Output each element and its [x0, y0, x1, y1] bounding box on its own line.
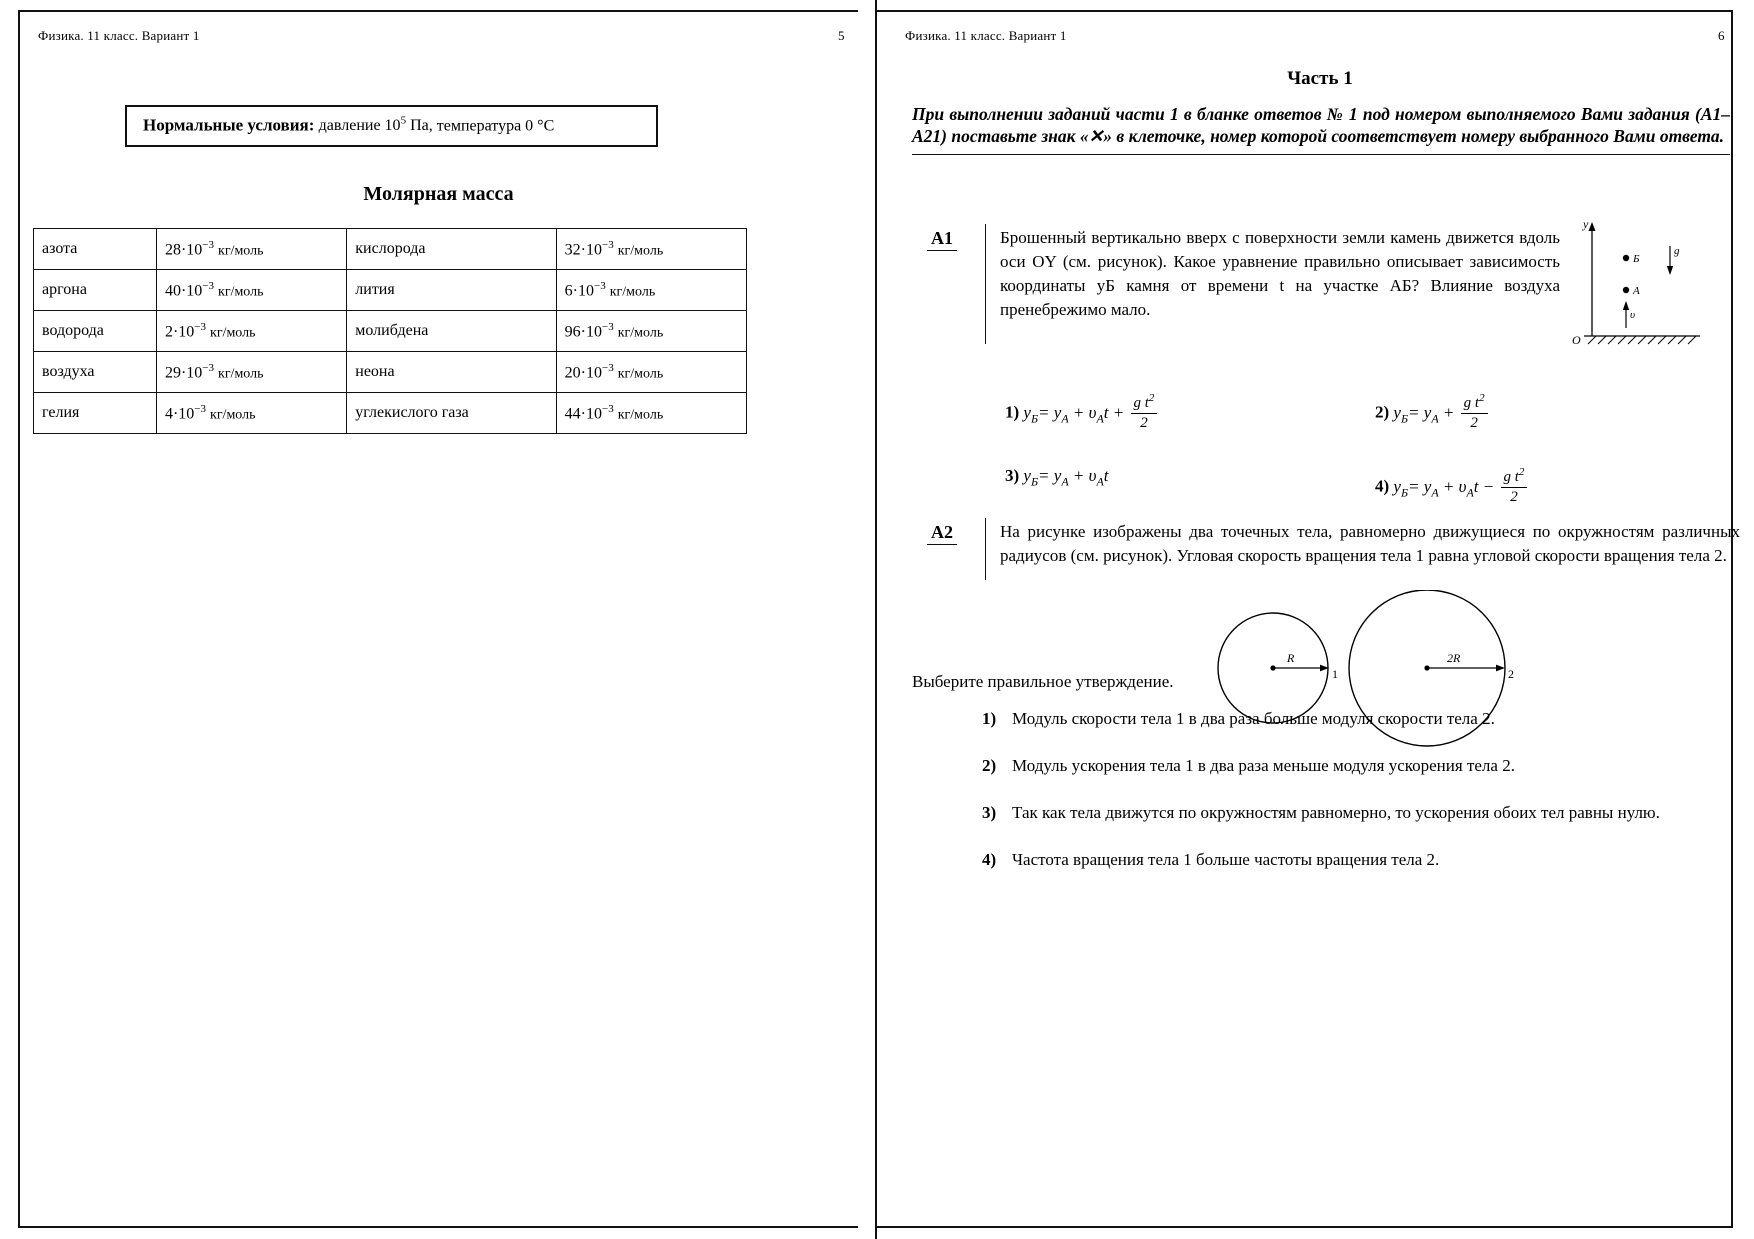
a1-option-3-number: 3)	[1005, 466, 1020, 485]
a2-option-3[interactable]	[982, 802, 1730, 824]
a1-option-1-formula: $y_Б= y_A + \upsilon_At$ + $\frac{g t^2}{2}$	[1023, 403, 1159, 422]
part-title: Часть 1	[1287, 68, 1353, 89]
a1-option-3-formula: $y_Б= y_A + \upsilon_At$	[1023, 466, 1109, 489]
substance-value: $6\cdot 10^{-3}$ кг/моль	[556, 270, 746, 311]
a1-figure	[1570, 218, 1710, 348]
normal-conditions-temperature: температура 0 °C	[436, 117, 555, 135]
a1-option-4-formula: $y_Б= y_A + \upsilon_At$ − $\frac{g t^2}{2}$	[1393, 477, 1529, 496]
substance-name: углекислого газа	[347, 393, 556, 434]
a1-option-4[interactable]	[1375, 466, 1529, 506]
substance-name: водорода	[34, 311, 157, 352]
a1-option-1-number: 1)	[1005, 402, 1020, 422]
a1-option-2-formula: $y_Б= y_A$ + $\frac{g t^2}{2}$	[1393, 403, 1489, 422]
fraction: $\frac{g t^2}{2}$	[1461, 392, 1488, 432]
a1-option-4-number: 4)	[1375, 476, 1390, 496]
substance-value: $29\cdot 10^{-3}$ кг/моль	[156, 352, 346, 393]
a1-rule	[985, 224, 986, 344]
substance-value: $4\cdot 10^{-3}$ кг/моль	[156, 393, 346, 434]
a2-option-2-text: Модуль ускорения тела 1 в два раза меньше модуля ускорения тела 2.	[1012, 756, 1515, 775]
a1-option-2-number: 2)	[1375, 402, 1390, 422]
svg-text:A: A	[1633, 285, 1640, 297]
a1-option-2[interactable]	[1375, 392, 1490, 432]
substance-name: аргона	[34, 270, 157, 311]
svg-text:R: R	[1287, 651, 1295, 665]
question-text-a1: Брошенный вертикально вверх с поверхности земли камень движется вдоль оси OY (см. рисунок). Какое уравнение правильно описывает зависимость координаты yБ камня от времени t на участке АБ? Влияние воздуха пренебрежимо мало.	[1000, 228, 1560, 320]
substance-name: азота	[34, 229, 157, 270]
molar-mass-table	[33, 228, 747, 434]
svg-text:Б: Б	[1633, 253, 1640, 265]
substance-name: неона	[347, 352, 556, 393]
table-row	[34, 229, 747, 270]
running-head-right: Физика. 11 класс. Вариант 1	[905, 28, 1067, 43]
running-head-left: Физика. 11 класс. Вариант 1	[38, 28, 200, 43]
substance-value: $44\cdot 10^{-3}$ кг/моль	[556, 393, 746, 434]
substance-name: кислорода	[347, 229, 556, 270]
svg-text:1: 1	[1332, 667, 1338, 681]
page-number-right: 6	[1718, 28, 1725, 43]
table-row	[34, 393, 747, 434]
question-number-a1: A1	[927, 228, 957, 251]
question-number-a2: A2	[927, 522, 957, 545]
table-row	[34, 352, 747, 393]
question-text-a2: На рисунке изображены два точечных тела, равномерно движущиеся по окружностям различных радиусов (см. рисунок). Угловая скорость вращения тела 1 равна угловой скорости вращения тела 2.	[1000, 522, 1740, 566]
a1-option-1[interactable]	[1005, 392, 1159, 432]
a2-option-1-number: 1)	[982, 709, 997, 728]
substance-value: $40\cdot 10^{-3}$ кг/моль	[156, 270, 346, 311]
pressure-exponent: 5	[400, 115, 407, 127]
substance-value: $28\cdot 10^{-3}$ кг/моль	[156, 229, 346, 270]
page-number-left: 5	[838, 28, 845, 43]
substance-value: $96\cdot 10^{-3}$ кг/моль	[556, 311, 746, 352]
a2-option-2[interactable]	[982, 755, 1730, 777]
substance-name: гелия	[34, 393, 157, 434]
normal-conditions-box	[125, 105, 658, 147]
a2-option-1-text: Модуль скорости тела 1 в два раза больше модуля скорости тела 2.	[1012, 709, 1495, 728]
a2-option-4[interactable]	[982, 849, 1730, 871]
a2-rule	[985, 518, 986, 580]
substance-name: лития	[347, 270, 556, 311]
svg-text:2R: 2R	[1447, 651, 1461, 665]
svg-text:O: O	[1572, 333, 1581, 347]
a2-option-4-text: Частота вращения тела 1 больше частоты вращения тела 2.	[1012, 850, 1440, 869]
a2-option-2-number: 2)	[982, 756, 997, 775]
svg-text:g: g	[1674, 245, 1680, 257]
a2-option-3-text: Так как тела движутся по окружностям равномерно, то ускорения обоих тел равны нулю.	[1012, 803, 1660, 822]
a2-option-4-number: 4)	[982, 850, 997, 869]
table-row	[34, 311, 747, 352]
normal-conditions-label: Нормальные условия:	[143, 115, 315, 135]
a1-option-3[interactable]	[1005, 466, 1109, 489]
substance-name: воздуха	[34, 352, 157, 393]
instructions-text: При выполнении заданий части 1 в бланке ответов № 1 под номером выполняемого Вами задания (А1–А21) поставьте знак «✕» в клеточке, номер которой соответствует номеру выбранного Вами ответа.	[912, 103, 1730, 155]
fraction: $\frac{g t^2}{2}$	[1501, 466, 1528, 506]
normal-conditions-pressure: давление $10^5$ Па,	[318, 115, 433, 135]
a2-option-1[interactable]	[982, 708, 1730, 730]
molar-table-body	[34, 229, 747, 434]
molar-mass-title: Молярная масса	[363, 183, 514, 205]
a2-option-3-number: 3)	[982, 803, 997, 822]
substance-value: $32\cdot 10^{-3}$ кг/моль	[556, 229, 746, 270]
a2-prompt: Выберите правильное утверждение.	[912, 672, 1174, 691]
substance-name: молибдена	[347, 311, 556, 352]
a1-figure-svg	[1570, 218, 1710, 348]
svg-text:υ: υ	[1630, 309, 1636, 321]
svg-text:2: 2	[1508, 667, 1514, 681]
substance-value: $2\cdot 10^{-3}$ кг/моль	[156, 311, 346, 352]
substance-value: $20\cdot 10^{-3}$ кг/моль	[556, 352, 746, 393]
svg-text:y: y	[1583, 218, 1589, 231]
table-row	[34, 270, 747, 311]
fraction: $\frac{g t^2}{2}$	[1131, 392, 1158, 432]
